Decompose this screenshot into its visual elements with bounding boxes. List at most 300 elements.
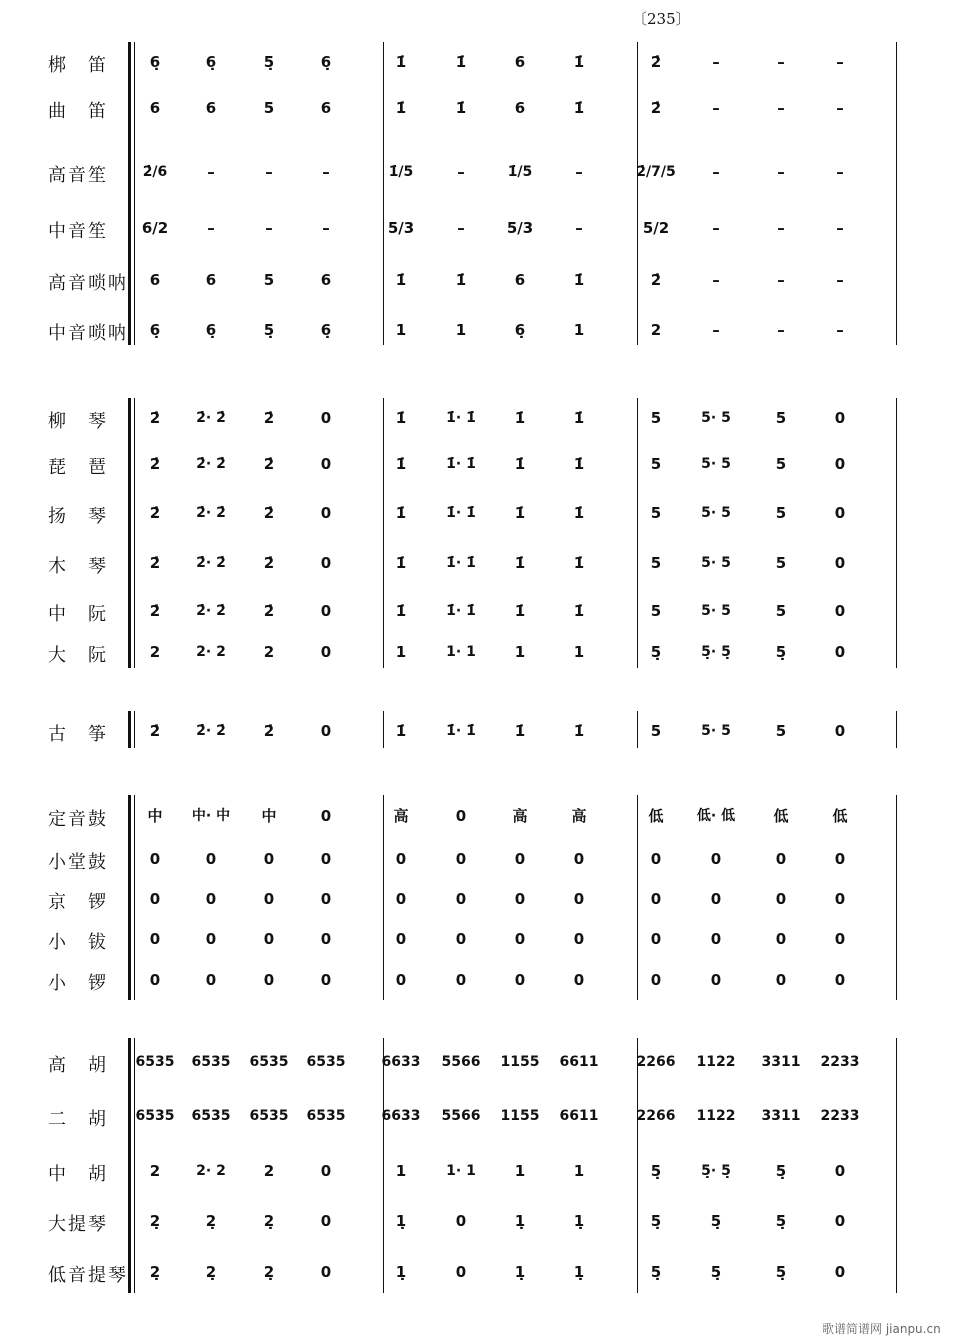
note: 2̇ — [650, 99, 662, 117]
note: 2̇ — [650, 53, 662, 71]
note: 6535 — [306, 1054, 346, 1070]
note: 0 — [205, 930, 217, 948]
instrument-label: 中音笙 — [48, 221, 108, 242]
instrument-label: 低音提琴 — [48, 1265, 128, 1286]
note: 5 — [650, 554, 662, 572]
note: 0 — [320, 1162, 332, 1180]
note: 0 — [149, 890, 161, 908]
note: 0 — [573, 971, 585, 989]
watermark: 歌谱简谱网 jianpu.cn — [822, 1322, 941, 1336]
note: 5̣· 5̣ — [701, 1163, 731, 1179]
note: 5/3 — [387, 219, 415, 237]
barline — [134, 795, 135, 1000]
note: 0 — [149, 850, 161, 868]
note: 1̇ — [573, 409, 585, 427]
note: 2̇ — [263, 602, 275, 620]
note: 0 — [320, 1212, 332, 1230]
note: 1 — [455, 321, 467, 339]
note: 2̣ — [205, 1263, 217, 1281]
note: 6611 — [559, 1054, 599, 1070]
instrument-label: 小 锣 — [48, 973, 108, 994]
note: 0 — [320, 890, 332, 908]
note: 2̣ — [205, 1212, 217, 1230]
note: 5· 5 — [701, 723, 731, 739]
note: – — [712, 321, 720, 339]
note: 2233 — [820, 1054, 860, 1070]
note: 0 — [710, 930, 722, 948]
note: 0 — [320, 504, 332, 522]
note: 2̇ — [149, 602, 161, 620]
note: 2̇· 2̇ — [196, 723, 226, 739]
note: – — [777, 99, 785, 117]
note: 0 — [650, 971, 662, 989]
note: 0 — [205, 971, 217, 989]
note: 1 — [514, 643, 526, 661]
note: – — [777, 271, 785, 289]
barline — [383, 398, 384, 668]
barline — [896, 1038, 897, 1293]
note: 2233 — [820, 1108, 860, 1124]
note: 5̣ — [710, 1212, 722, 1230]
note: 1̣ — [573, 1212, 585, 1230]
note: 6 — [320, 99, 332, 117]
note: 0 — [834, 409, 846, 427]
note: 0 — [514, 971, 526, 989]
note: 0 — [455, 807, 467, 825]
note: 6 — [514, 271, 526, 289]
note: – — [777, 53, 785, 71]
measure-number: 〔235〕 — [632, 10, 691, 28]
note: 0 — [263, 850, 275, 868]
note: 中 — [147, 807, 163, 825]
note: 1 — [395, 643, 407, 661]
note: 0 — [149, 930, 161, 948]
note: 低 — [648, 807, 664, 825]
note: 6535 — [191, 1054, 231, 1070]
note: 6/2 — [141, 219, 169, 237]
instrument-label: 小堂鼓 — [48, 852, 108, 873]
instrument-label: 大提琴 — [48, 1214, 108, 1235]
note: 低· 低 — [696, 808, 736, 824]
note: 5̣ — [650, 1212, 662, 1230]
system-bracket — [128, 398, 131, 668]
note: 6 — [514, 99, 526, 117]
instrument-label: 高音唢呐 — [48, 273, 128, 294]
note: 6 — [320, 271, 332, 289]
note: 0 — [320, 930, 332, 948]
instrument-label: 木 琴 — [48, 556, 108, 577]
note: 0 — [320, 643, 332, 661]
note: 0 — [514, 890, 526, 908]
note: 0 — [834, 602, 846, 620]
system-bracket — [128, 711, 131, 748]
note: 2̇ — [149, 722, 161, 740]
note: 0 — [775, 930, 787, 948]
note: 1̇· 1̇ — [446, 603, 476, 619]
system-bracket — [128, 42, 131, 345]
note: 0 — [205, 890, 217, 908]
note: – — [836, 99, 844, 117]
note: 0 — [834, 504, 846, 522]
note: 1 — [395, 1162, 407, 1180]
barline — [637, 398, 638, 668]
note: – — [777, 219, 785, 237]
note: 0 — [710, 850, 722, 868]
note: 1̇ — [514, 722, 526, 740]
instrument-label: 高音笙 — [48, 165, 108, 186]
note: 1̇ — [395, 271, 407, 289]
note: 1155 — [500, 1108, 540, 1124]
note: 6633 — [381, 1108, 421, 1124]
note: 0 — [205, 850, 217, 868]
note: 1̇ — [573, 53, 585, 71]
note: – — [575, 163, 583, 181]
note: 0 — [573, 930, 585, 948]
note: 0 — [320, 1263, 332, 1281]
note: 1 — [573, 643, 585, 661]
note: 2̇· 2̇ — [196, 603, 226, 619]
note: 0 — [263, 890, 275, 908]
note: 5̣ — [775, 1162, 787, 1180]
note: 1̇/5 — [388, 164, 414, 180]
instrument-label: 京 锣 — [48, 892, 108, 913]
note: 6633 — [381, 1054, 421, 1070]
note: 1̇ — [395, 602, 407, 620]
note: 3311 — [761, 1054, 801, 1070]
note: 0 — [455, 930, 467, 948]
note: 1̇· 1̇ — [446, 723, 476, 739]
note: 0 — [320, 722, 332, 740]
note: 5 — [650, 722, 662, 740]
note: 5̣ — [263, 321, 275, 339]
note: – — [836, 219, 844, 237]
note: 1̣ — [573, 1263, 585, 1281]
barline — [896, 398, 897, 668]
note: 5· 5 — [701, 555, 731, 571]
note: 1̇ — [395, 409, 407, 427]
note: 0 — [834, 971, 846, 989]
note: – — [777, 321, 785, 339]
note: 5 — [775, 722, 787, 740]
note: – — [712, 219, 720, 237]
system-bracket — [128, 1038, 131, 1293]
note: – — [575, 219, 583, 237]
note: 0 — [320, 455, 332, 473]
note: 1̇ — [573, 554, 585, 572]
note: 低 — [773, 807, 789, 825]
note: 1̇· 1̇ — [446, 505, 476, 521]
note: 1 — [514, 1162, 526, 1180]
note: 2̣ — [263, 1263, 275, 1281]
note: – — [836, 271, 844, 289]
note: 1̇ — [514, 602, 526, 620]
note: 6̣ — [149, 53, 161, 71]
note: 5 — [650, 504, 662, 522]
note: 6 — [149, 99, 161, 117]
note: 0 — [775, 971, 787, 989]
note: 0 — [710, 890, 722, 908]
note: 2 — [149, 643, 161, 661]
note: 1̇ — [573, 722, 585, 740]
note: 2̇ — [650, 271, 662, 289]
barline — [383, 42, 384, 345]
note: – — [712, 99, 720, 117]
barline — [134, 711, 135, 748]
note: 1̇ — [514, 504, 526, 522]
instrument-label: 二 胡 — [48, 1109, 108, 1130]
instrument-label: 琵 琶 — [48, 457, 108, 478]
note: 1̇· 1̇ — [446, 456, 476, 472]
instrument-label: 定音鼓 — [48, 809, 108, 830]
note: 2 — [149, 1162, 161, 1180]
note: 2· 2 — [196, 644, 226, 660]
note: – — [836, 53, 844, 71]
note: 6̣ — [320, 321, 332, 339]
note: 2̇ — [149, 455, 161, 473]
system-bracket — [128, 795, 131, 1000]
note: 2 — [263, 1162, 275, 1180]
note: 0 — [834, 722, 846, 740]
note: 3311 — [761, 1108, 801, 1124]
note: 0 — [263, 930, 275, 948]
note: 高 — [512, 807, 528, 825]
note: 0 — [834, 1212, 846, 1230]
note: 5 — [650, 455, 662, 473]
note: – — [836, 163, 844, 181]
note: 2266 — [636, 1108, 676, 1124]
note: 0 — [775, 850, 787, 868]
note: 1̣ — [395, 1263, 407, 1281]
note: 1̇ — [395, 53, 407, 71]
note: 6535 — [135, 1054, 175, 1070]
note: 0 — [455, 890, 467, 908]
note: 0 — [395, 930, 407, 948]
barline — [896, 795, 897, 1000]
note: 0 — [320, 602, 332, 620]
note: 1̣ — [514, 1263, 526, 1281]
note: 6̣ — [149, 321, 161, 339]
note: 6 — [149, 271, 161, 289]
note: 1̇ — [573, 99, 585, 117]
note: 0 — [395, 890, 407, 908]
instrument-label: 中音唢呐 — [48, 323, 128, 344]
note: 0 — [395, 971, 407, 989]
note: 5· 5 — [701, 410, 731, 426]
note: 5 — [775, 455, 787, 473]
barline — [896, 711, 897, 748]
note: 0 — [650, 850, 662, 868]
note: 0 — [395, 850, 407, 868]
note: 1· 1 — [446, 644, 476, 660]
note: 5 — [650, 409, 662, 427]
note: 1̣ — [395, 1212, 407, 1230]
note: 高 — [571, 807, 587, 825]
note: 1̇ — [514, 455, 526, 473]
note: 1̇ — [514, 554, 526, 572]
note: – — [265, 219, 273, 237]
note: 6 — [205, 271, 217, 289]
note: 0 — [573, 890, 585, 908]
note: 0 — [455, 1212, 467, 1230]
note: 5· 5 — [701, 505, 731, 521]
note: 2̇· 2̇ — [196, 456, 226, 472]
instrument-label: 古 筝 — [48, 724, 108, 745]
note: 2 — [650, 321, 662, 339]
note: 6535 — [135, 1108, 175, 1124]
note: – — [457, 219, 465, 237]
note: 5 — [263, 271, 275, 289]
note: 1̇ — [395, 99, 407, 117]
barline — [637, 42, 638, 345]
note: 5̣ — [650, 643, 662, 661]
instrument-label: 梆 笛 — [48, 55, 108, 76]
note: 0 — [834, 643, 846, 661]
note: 1̇ — [455, 271, 467, 289]
barline — [134, 42, 135, 345]
note: 0 — [320, 409, 332, 427]
note: 5̣ — [650, 1263, 662, 1281]
note: 5 — [775, 554, 787, 572]
note: 0 — [455, 1263, 467, 1281]
note: 5 — [775, 409, 787, 427]
note: 5/2 — [642, 219, 670, 237]
note: 0 — [573, 850, 585, 868]
note: 0 — [834, 455, 846, 473]
note: 1̇ — [573, 271, 585, 289]
note: – — [712, 271, 720, 289]
note: 2̇ — [149, 409, 161, 427]
note: 1̇ — [395, 504, 407, 522]
note: 2̇ — [263, 455, 275, 473]
note: 0 — [650, 890, 662, 908]
note: 0 — [834, 890, 846, 908]
note: 2̇ — [263, 409, 275, 427]
note: 2̇· 2̇ — [196, 555, 226, 571]
note: 6535 — [249, 1108, 289, 1124]
note: 6535 — [249, 1054, 289, 1070]
barline — [134, 398, 135, 668]
note: 6535 — [191, 1108, 231, 1124]
instrument-label: 小 钹 — [48, 932, 108, 953]
note: 1̣ — [514, 1212, 526, 1230]
barline — [896, 42, 897, 345]
note: 0 — [834, 930, 846, 948]
note: 1̇· 1̇ — [446, 410, 476, 426]
note: 1̇ — [455, 99, 467, 117]
note: 5566 — [441, 1108, 481, 1124]
note: 1̇ — [514, 409, 526, 427]
note: 6611 — [559, 1108, 599, 1124]
note: 0 — [455, 971, 467, 989]
note: 2̇ — [149, 504, 161, 522]
note: 2̇ — [263, 554, 275, 572]
note: 0 — [455, 850, 467, 868]
note: 1 — [573, 1162, 585, 1180]
note: 2· 2 — [196, 1163, 226, 1179]
instrument-label: 中 阮 — [48, 604, 108, 625]
note: 0 — [834, 1263, 846, 1281]
note: – — [322, 163, 330, 181]
instrument-label: 柳 琴 — [48, 411, 108, 432]
note: – — [322, 219, 330, 237]
instrument-label: 高 胡 — [48, 1055, 108, 1076]
note: 0 — [514, 850, 526, 868]
note: 5 — [775, 504, 787, 522]
note: 0 — [834, 850, 846, 868]
note: – — [836, 321, 844, 339]
note: 2 — [263, 643, 275, 661]
note: 6535 — [306, 1108, 346, 1124]
note: 1 — [573, 321, 585, 339]
note: 0 — [834, 1162, 846, 1180]
note: 2̣ — [149, 1212, 161, 1230]
note: 1̇ — [573, 455, 585, 473]
note: 0 — [320, 554, 332, 572]
note: 1 — [395, 321, 407, 339]
note: 1̇ — [395, 722, 407, 740]
note: 5/3 — [506, 219, 534, 237]
note: 0 — [834, 554, 846, 572]
note: 5 — [650, 602, 662, 620]
note: 1122 — [696, 1054, 736, 1070]
note: 0 — [320, 807, 332, 825]
note: 6̣ — [320, 53, 332, 71]
note: 1· 1 — [446, 1163, 476, 1179]
note: 0 — [320, 850, 332, 868]
note: 2̇/7/5 — [636, 164, 676, 180]
note: 6 — [514, 53, 526, 71]
note: 5̣· 5̣ — [701, 644, 731, 660]
note: – — [712, 163, 720, 181]
note: 6 — [205, 99, 217, 117]
note: 中 — [261, 807, 277, 825]
note: 1̇/5 — [507, 164, 533, 180]
note: 5̣ — [775, 1212, 787, 1230]
note: 1̇· 1̇ — [446, 555, 476, 571]
note: 6̣ — [205, 321, 217, 339]
note: 0 — [775, 890, 787, 908]
note: – — [777, 163, 785, 181]
note: 6̣ — [514, 321, 526, 339]
note: 2̇ — [149, 554, 161, 572]
note: 1122 — [696, 1108, 736, 1124]
note: 2̣ — [263, 1212, 275, 1230]
barline — [134, 1038, 135, 1293]
note: 5· 5 — [701, 603, 731, 619]
note: 1155 — [500, 1054, 540, 1070]
note: 5 — [263, 99, 275, 117]
note: – — [712, 53, 720, 71]
note: 0 — [650, 930, 662, 948]
note: 1̇ — [455, 53, 467, 71]
instrument-label: 曲 笛 — [48, 101, 108, 122]
note: – — [207, 219, 215, 237]
note: 5̣ — [650, 1162, 662, 1180]
note: 1̇ — [573, 504, 585, 522]
note: 0 — [320, 971, 332, 989]
note: 5̣ — [775, 1263, 787, 1281]
note: 0 — [514, 930, 526, 948]
note: 2̇· 2̇ — [196, 505, 226, 521]
note: 5· 5 — [701, 456, 731, 472]
note: 中· 中 — [191, 808, 231, 824]
note: 高 — [393, 807, 409, 825]
note: – — [265, 163, 273, 181]
note: 1̇ — [395, 455, 407, 473]
note: 0 — [263, 971, 275, 989]
note: 6̣ — [205, 53, 217, 71]
note: 1̇ — [395, 554, 407, 572]
